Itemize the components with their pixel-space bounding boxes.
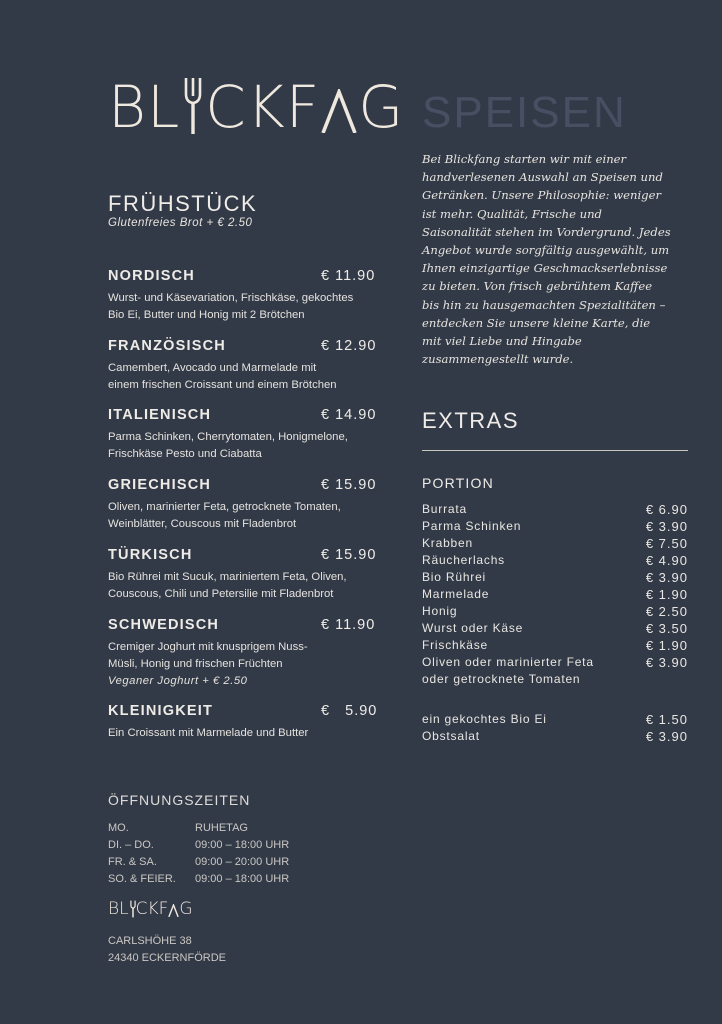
extra-item-price: € 3.90	[645, 570, 688, 585]
extra-item	[422, 570, 688, 587]
extra-item	[422, 621, 688, 638]
logo-text-mid: CKF	[135, 899, 169, 919]
extra-item-price: € 2.50	[645, 604, 688, 619]
extra-item-price: € 3.90	[645, 729, 688, 744]
extra-item-name: Burrata	[422, 502, 467, 516]
extra-item-price: € 1.90	[645, 638, 688, 653]
footer-logo	[108, 900, 193, 918]
menu-item-name: FRANZÖSISCH	[108, 338, 226, 354]
menu-item-price: € 5.90	[321, 703, 378, 719]
menu-item-description	[108, 290, 353, 324]
description-line: Ein Croissant mit Marmelade und Butter	[108, 727, 309, 739]
menu-item-price: € 15.90	[321, 477, 377, 493]
extra-item	[422, 712, 688, 729]
description-line: Oliven, marinierter Feta, getrocknete Tomaten,	[108, 501, 341, 513]
extra-item-name: Frischkäse	[422, 638, 489, 652]
logo-text-mid: CKF	[205, 73, 321, 141]
extra-item-name: Parma Schinken	[422, 519, 522, 533]
intro-text: Bei Blickfang starten wir mit einer handverlesenen Auswahl an Speisen und Getränken. Unsere Philosophie: weniger ist mehr. Qualität, Frische und Saisonalität stehen im Vordergrund. Jedes Angebot wurde sorgfältig ausgewählt, um Ihnen einzigartige Geschmackserlebnisse zu bieten. Von frisch gebrühtem Kaffee bis hin zu hausgemachten Spezialitäten – entdecken Sie unsere kleine Karte, die mit viel Liebe und Hingabe zusammengestellt wurde.	[422, 152, 671, 367]
hours-day: MO.	[108, 822, 129, 834]
menu-item-description	[108, 725, 308, 742]
extra-item-name: Obstsalat	[422, 729, 480, 743]
hours-day: DI. – DO.	[108, 839, 154, 851]
extra-item-name-line2: oder getrocknete Tomaten	[422, 672, 581, 686]
menu-item-name: KLEINIGKEIT	[108, 703, 214, 719]
extra-item	[422, 587, 688, 604]
extra-item	[422, 519, 688, 536]
vegan-option-note: Veganer Joghurt + € 2.50	[108, 675, 248, 687]
menu-item-description	[108, 569, 347, 603]
extra-item-price: € 3.50	[645, 621, 688, 636]
gluten-free-note: Glutenfreies Brot + € 2.50	[108, 217, 253, 229]
extra-item-price: € 4.90	[645, 553, 688, 568]
extra-item-name: Marmelade	[422, 587, 490, 601]
menu-item-name: ITALIENISCH	[108, 407, 212, 423]
logo-text-right: G	[179, 899, 193, 919]
brand-logo	[108, 73, 405, 141]
extra-item-price: € 3.90	[645, 519, 688, 534]
logo-text-left: BL	[108, 73, 181, 141]
extra-item	[422, 536, 688, 553]
address	[108, 933, 226, 967]
logo-text-left: BL	[108, 899, 129, 919]
menu-item-price: € 15.90	[321, 547, 377, 563]
extra-item-price: € 3.90	[645, 655, 688, 670]
extra-item-name: Wurst oder Käse	[422, 621, 524, 635]
menu-item-price: € 12.90	[321, 338, 377, 354]
menu-item-name: SCHWEDISCH	[108, 617, 220, 633]
fork-icon	[183, 76, 203, 136]
extra-item	[422, 638, 688, 655]
extra-item-name: Honig	[422, 604, 458, 618]
logo-text-right: G	[358, 73, 405, 141]
portion-heading: PORTION	[422, 475, 494, 491]
address-street: CARLSHÖHE 38	[108, 935, 192, 947]
extra-item	[422, 502, 688, 519]
description-line: Müsli, Honig und frischen Früchten	[108, 658, 283, 670]
extra-item	[422, 553, 688, 570]
hours-time: 09:00 – 18:00 UHR	[195, 839, 290, 851]
menu-item-price: € 11.90	[321, 268, 376, 284]
description-line: Cremiger Joghurt mit knusprigem Nuss-	[108, 641, 308, 653]
extra-item-price: € 1.50	[645, 712, 688, 727]
description-line: Camembert, Avocado und Marmelade mit	[108, 362, 317, 374]
description-line: Bio Ei, Butter und Honig mit 2 Brötchen	[108, 309, 305, 321]
logo-a-glyph	[320, 89, 358, 133]
hours-time: 09:00 – 20:00 UHR	[195, 856, 290, 868]
extra-item-price: € 7.50	[645, 536, 688, 551]
divider	[422, 450, 688, 451]
description-line: einem frischen Croissant und einem Brötchen	[108, 379, 337, 391]
extras-heading: EXTRAS	[422, 408, 520, 433]
menu-item-name: NORDISCH	[108, 268, 195, 284]
description-line: Bio Rührei mit Sucuk, mariniertem Feta, Oliven,	[108, 571, 347, 583]
opening-hours-table	[108, 820, 328, 890]
description-line: Wurst- und Käsevariation, Frischkäse, gekochtes	[108, 292, 354, 304]
menu-item-name: TÜRKISCH	[108, 547, 193, 563]
address-city: 24340 ECKERNFÖRDE	[108, 952, 226, 964]
page-title: SPEISEN	[422, 88, 627, 137]
description-line: Frischkäse Pesto und Ciabatta	[108, 448, 262, 460]
extra-item-price: € 1.90	[645, 587, 688, 602]
menu-item-description	[108, 360, 337, 394]
description-line: Couscous, Chili und Petersilie mit Fladenbrot	[108, 588, 334, 600]
description-line: Parma Schinken, Cherrytomaten, Honigmelone,	[108, 431, 348, 443]
menu-item-price: € 11.90	[321, 617, 376, 633]
extra-item-name: Räucherlachs	[422, 553, 505, 567]
breakfast-heading: FRÜHSTÜCK	[108, 191, 258, 216]
extra-item-name: Bio Rührei	[422, 570, 487, 584]
menu-item-description	[108, 499, 341, 533]
extra-item-name: ein gekochtes Bio Ei	[422, 712, 547, 726]
hours-day: SO. & FEIER.	[108, 873, 176, 885]
logo-a-glyph	[168, 904, 179, 917]
extra-item-name: Krabben	[422, 536, 473, 550]
extra-item	[422, 655, 688, 689]
extra-item	[422, 604, 688, 621]
hours-time: 09:00 – 18:00 UHR	[195, 873, 290, 885]
extra-item-price: € 6.90	[645, 502, 688, 517]
opening-hours-heading: ÖFFNUNGSZEITEN	[108, 792, 251, 808]
menu-item-name: GRIECHISCH	[108, 477, 212, 493]
hours-time: RUHETAG	[195, 822, 248, 834]
menu-item-description	[108, 429, 348, 463]
menu-item-description	[108, 639, 308, 690]
hours-day: FR. & SA.	[108, 856, 157, 868]
description-line: Weinblätter, Couscous mit Fladenbrot	[108, 518, 297, 530]
menu-item-price: € 14.90	[321, 407, 377, 423]
extra-item	[422, 729, 688, 746]
extra-item-name: Oliven oder marinierter Feta	[422, 655, 594, 669]
